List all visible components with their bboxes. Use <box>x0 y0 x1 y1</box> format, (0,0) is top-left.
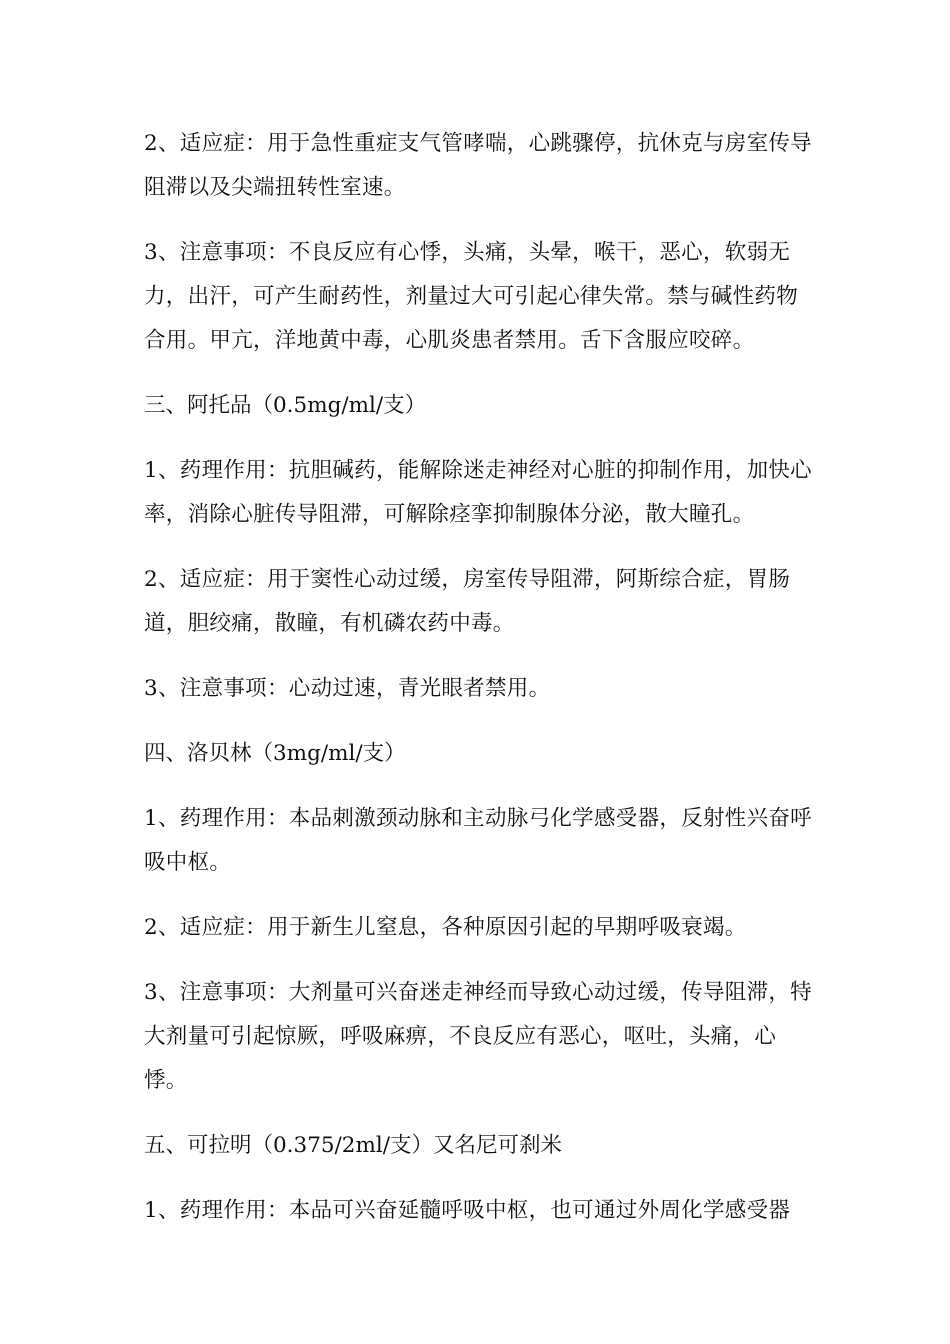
paragraph-precautions-atropine: 3、注意事项：心动过速，青光眼者禁用。 <box>144 676 551 701</box>
paragraph-precautions-1: 3、注意事项：不良反应有心悸，头痛，头晕，喉干，恶心，软弱无力，出汗，可产生耐药性，剂量过大可引起心律失常。禁与碱性药物合用。甲亢，洋地黄中毒，心肌炎患者禁用。舌下含服应咬碎。 <box>144 240 799 353</box>
section-heading-nikethamide: 五、可拉明（0.375/2ml/支）又名尼可刹米 <box>144 1133 562 1158</box>
paragraph-pharmacology-atropine: 1、药理作用：抗胆碱药，能解除迷走神经对心脏的抑制作用，加快心率，消除心脏传导阻滞，可解除痉挛抑制腺体分泌，散大瞳孔。 <box>144 458 812 527</box>
paragraph-indication-lobeline: 2、适应症：用于新生儿窒息，各种原因引起的早期呼吸衰竭。 <box>144 915 747 940</box>
section-heading-lobeline: 四、洛贝林（3mg/ml/支） <box>144 741 406 766</box>
paragraph-pharmacology-nikethamide: 1、药理作用：本品可兴奋延髓呼吸中枢，也可通过外周化学感受器 <box>144 1198 791 1223</box>
section-heading-atropine: 三、阿托品（0.5mg/ml/支） <box>144 393 427 418</box>
document-page <box>144 122 814 1254</box>
paragraph-indication-atropine: 2、适应症：用于窦性心动过缓，房室传导阻滞，阿斯综合症，胃肠道，胆绞痛，散瞳，有机磷农药中毒。 <box>144 567 791 636</box>
paragraph-indication-1: 2、适应症：用于急性重症支气管哮喘，心跳骤停，抗休克与房室传导阻滞以及尖端扭转性室速。 <box>144 131 812 200</box>
paragraph-precautions-lobeline: 3、注意事项：大剂量可兴奋迷走神经而导致心动过缓，传导阻滞，特大剂量可引起惊厥，呼吸麻痹，不良反应有恶心，呕吐，头痛，心悸。 <box>144 980 812 1093</box>
paragraph-pharmacology-lobeline: 1、药理作用：本品刺激颈动脉和主动脉弓化学感受器，反射性兴奋呼吸中枢。 <box>144 806 812 875</box>
